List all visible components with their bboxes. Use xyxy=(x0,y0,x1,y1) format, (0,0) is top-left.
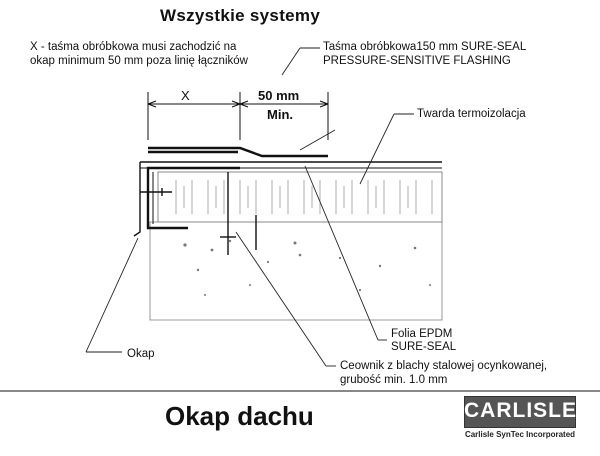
eave-label: Okap xyxy=(127,348,155,360)
insulation-label: Twarda termoizolacja xyxy=(417,108,526,120)
flashing-label-line-2: PRESSURE-SENSITIVE FLASHING xyxy=(323,55,511,67)
fasteners xyxy=(140,172,256,255)
dimension-50mm-label: 50 mm xyxy=(258,88,300,103)
channel-label xyxy=(340,359,547,387)
concrete-deck xyxy=(150,222,442,320)
logo-wordmark: CARLISLE xyxy=(464,399,577,422)
logo-subtitle: Carlisle SynTec Incorporated xyxy=(464,430,576,439)
flashing-label-line-1: Taśma obróbkowa150 mm SURE-SEAL xyxy=(323,41,527,53)
channel-label-line-2: grubość min. 1.0 mm xyxy=(340,374,448,386)
flashing-label xyxy=(323,40,526,68)
dimension-x-label: X xyxy=(181,88,190,103)
overlap-note xyxy=(30,40,248,68)
overlap-note-line-2: okap minimum 50 mm poza linię łączników xyxy=(30,55,248,67)
epdm-label-line-2: SURE-SEAL xyxy=(391,341,457,353)
diagram-title: Wszystkie systemy xyxy=(160,6,321,25)
epdm-label-line-1: Folia EPDM xyxy=(391,328,453,340)
rigid-insulation xyxy=(158,172,442,222)
overlap-note-line-1: X - taśma obróbkowa musi zachodzić na xyxy=(30,41,237,53)
carlisle-logo xyxy=(464,396,576,444)
epdm-label xyxy=(391,328,456,354)
dimension-min-label: Min. xyxy=(267,107,293,122)
leader-lines xyxy=(86,48,414,366)
footer-title: Okap dachu xyxy=(165,401,314,431)
dimension-lines xyxy=(148,92,328,140)
channel-label-line-1: Ceownik z blachy stalowej ocynkowanej, xyxy=(340,360,548,372)
